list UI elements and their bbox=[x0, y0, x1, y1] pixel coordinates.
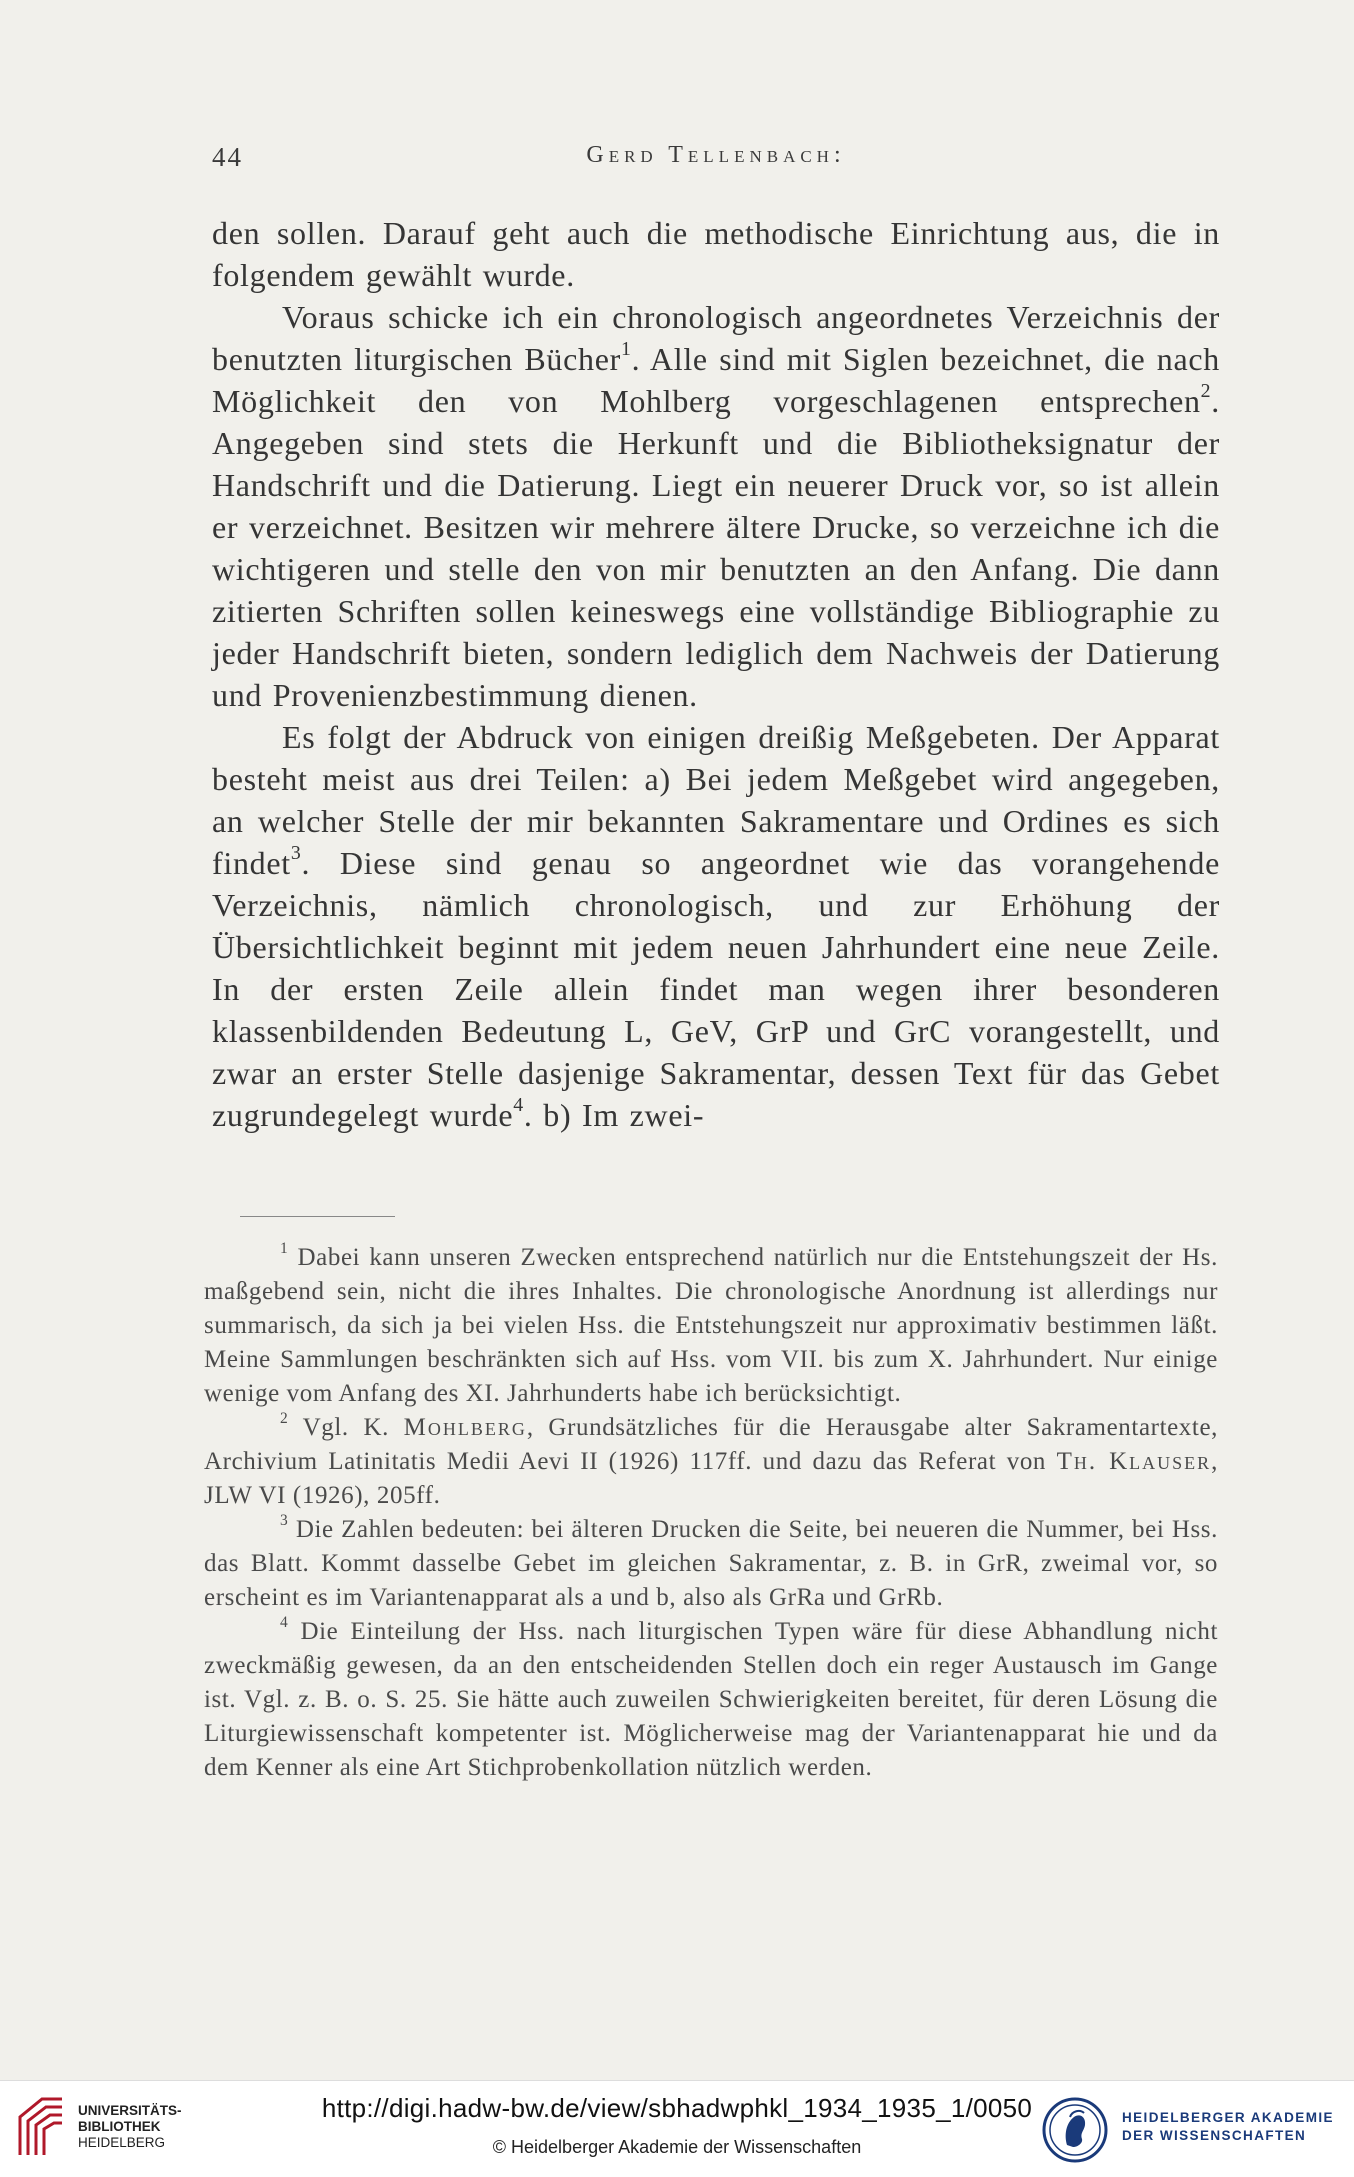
footnote-ref-1[interactable]: 1 bbox=[620, 338, 632, 361]
running-head-author: Gerd Tellenbach: bbox=[586, 142, 846, 168]
footnote-4: $^4$ Die Einteilung der Hss. nach liturgischen Typen wäre für diese Abhandlung nicht zweckmäßig gewesen, da an den entscheidenden Stellen doch ein reger Austausch im Gange ist. Vgl. z. B. o. S. 25. Sie hätte auch zuweilen Schwierigkeiten bereitet, für deren Lösung die Liturgiewissenschaft kompetenter ist. Möglicherweise mag der Variantenapparat hie und da dem Kenner als eine Art Stichprobenkollation nützlich werden. bbox=[204, 1614, 1218, 1781]
running-head bbox=[212, 142, 1220, 182]
academy-name: HEIDELBERGER AKADEMIE DER WISSENSCHAFTEN bbox=[1122, 2110, 1334, 2143]
paragraph-2: Voraus schicke ich ein chronologisch angeordnetes Verzeichnis der benutzten liturgischen Bücher$^1$. Alle sind mit Siglen bezeichnet, die nach Möglichkeit den von Mohlberg vorgeschlagenen entsprechen$^2$. Angegeben sind stets die Herkunft und die Bibliotheksignatur der Handschrift und die Datierung. Liegt ein neuerer Druck vor, so ist allein er verzeichnet. Besitzen wir mehrere ältere Drucke, so verzeichne ich die wichtigeren und stelle den von mir benutzten an den Anfang. Die dann zitierten Schriften sollen keineswegs eine vollständige Bibliographie zu jeder Handschrift bieten, sondern lediglich dem Nachweis der Datierung und Provenienzbestimmung dienen. bbox=[212, 299, 1220, 713]
paragraph-3: Es folgt der Abdruck von einigen dreißig Meßgebeten. Der Apparat besteht meist aus drei Teilen: a) Bei jedem Meßgebet wird angegeben, an welcher Stelle der mir bekannten Sakramentare und Ordines es sich findet$^3$. Diese sind genau so angeordnet wie das vorangehende Verzeichnis, nämlich chronologisch, und zur Erhöhung der Übersichtlichkeit beginnt mit jedem neuen Jahrhundert eine neue Zeile. In der ersten Zeile allein findet man wegen ihrer besonderen klassenbildenden Bedeutung L, GeV, GrP und GrC vorangestellt, und zwar an erster Stelle dasjenige Sakramentar, dessen Text für das Gebet zugrundegelegt wurde$^4$. b) Im zwei- bbox=[212, 719, 1220, 1133]
footnotes bbox=[204, 1241, 1218, 1785]
paragraph-1: den sollen. Darauf geht auch die methodische Einrichtung aus, die in folgendem gewählt wurde. bbox=[212, 215, 1220, 293]
footnote-1: $^1$ Dabei kann unseren Zwecken entsprechend natürlich nur die Entstehungszeit der Hs. maßgebend sein, nicht die ihres Inhaltes. Die chronologische Anordnung ist allerdings nur summarisch, da sich ja bei vielen Hss. die Entstehungszeit nur approximativ bestimmen läßt. Meine Sammlungen beschränkten sich auf Hss. vom VII. bis zum X. Jahrhundert. Nur einige wenige vom Anfang des XI. Jahrhunderts habe ich berücksichtigt. bbox=[204, 1240, 1218, 1407]
footnote-separator bbox=[240, 1216, 395, 1217]
page-number: 44 bbox=[212, 142, 243, 172]
footnote-ref-3[interactable]: 3 bbox=[290, 842, 302, 865]
copyright-notice: © Heidelberger Akademie der Wissenschaften bbox=[492, 2137, 862, 2157]
footnote-ref-4[interactable]: 4 bbox=[513, 1094, 524, 1117]
academy-logo[interactable] bbox=[1040, 2095, 1340, 2165]
academy-seal-icon bbox=[1040, 2095, 1110, 2165]
permalink-url[interactable]: http://digi.hadw-bw.de/view/sbhadwphkl_1934_1935_1/0050 bbox=[321, 2093, 1033, 2123]
body-text bbox=[212, 212, 1220, 1136]
footnote-ref-2[interactable]: 2 bbox=[1200, 380, 1212, 403]
library-name: UNIVERSITÄTS- BIBLIOTHEK HEIDELBERG bbox=[78, 2103, 182, 2150]
footnote-2: $^2$ Vgl. K. Mohlberg, Grundsätzliches für die Herausgabe alter Sakramentartexte, Archivium Latinitatis Medii Aevi II (1926) 117ff. und dazu das Referat von Th. Klauser, JLW VI (1926), 205ff. bbox=[204, 1410, 1219, 1509]
footnote-3: $^3$ Die Zahlen bedeuten: bei älteren Drucken die Seite, bei neueren die Nummer, bei Hss. das Blatt. Kommt dasselbe Gebet im gleichen Sakramentar, z. B. in GrR, zweimal vor, so erscheint es im Variantenapparat als a und b, also als GrRa und GrRb. bbox=[204, 1512, 1218, 1611]
footer-bar bbox=[0, 2080, 1354, 2177]
